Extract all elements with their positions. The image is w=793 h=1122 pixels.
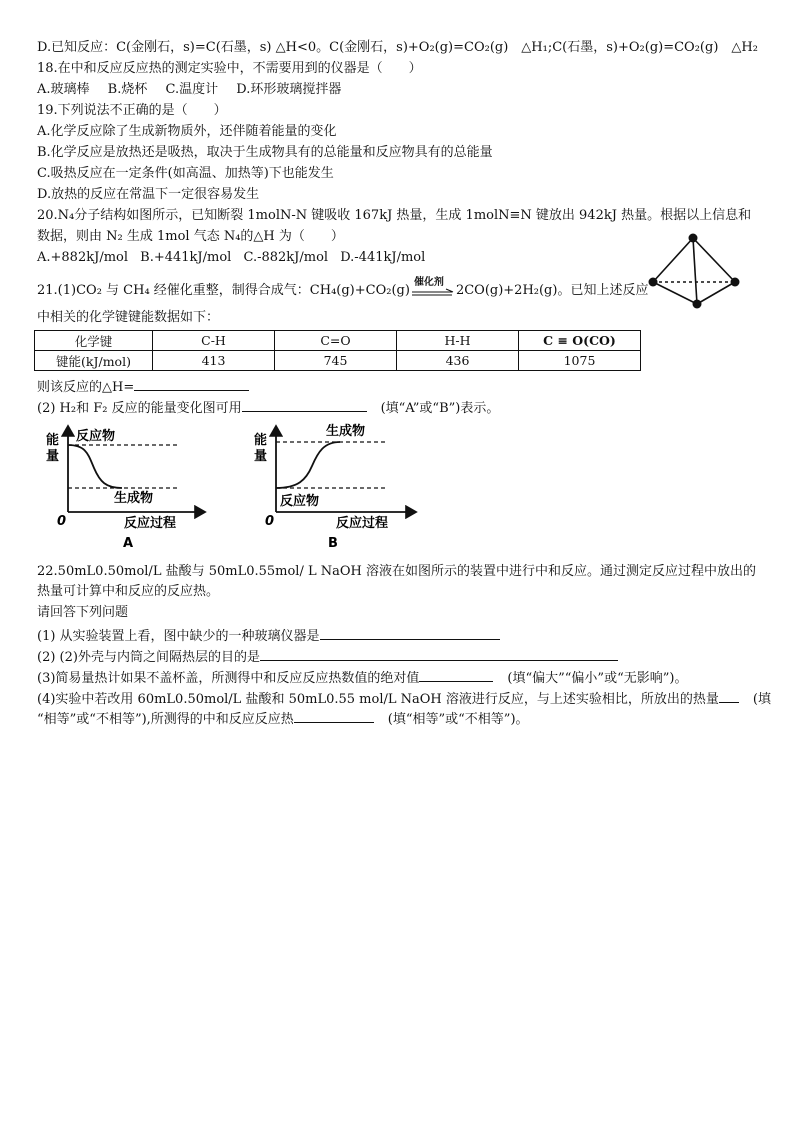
y-axis-label-a-2: 量 (46, 449, 60, 464)
q22-sub1-blank[interactable] (320, 625, 500, 640)
q22-sub4-text: (4)实验中若改用 60mL0.50mol/L 盐酸和 50mL0.55 mol/L NaOH 溶液进行反应，与上述实验相比，所放出的热量 (37, 692, 719, 707)
catalyst-label: 催化剂 (413, 277, 444, 288)
q18-option-d[interactable]: D.环形玻璃搅拌器 (236, 82, 342, 97)
q22-sub4-hint2: (填“相等”或“不相等”)。 (387, 712, 529, 727)
table-header-cell: 化学键 (35, 331, 153, 351)
q18-options (37, 81, 355, 99)
q22-sub3-blank[interactable] (419, 667, 493, 682)
q22-sub1 (37, 625, 500, 646)
q20-option-d[interactable]: D.-441kJ/mol (340, 250, 426, 265)
table-header-cell: C ≡ O(CO) (519, 331, 641, 351)
q20-option-a[interactable]: A.+882kJ/mol (37, 250, 129, 265)
table-header-cell: C=O (275, 331, 397, 351)
q21-part2-text: (2) H₂和 F₂ 反应的能量变化图可用 (37, 401, 242, 416)
diagram-label-b: B (328, 536, 338, 551)
q22-sub4-text2: “相等”或“不相等”),所测得的中和反应反应热 (37, 712, 294, 727)
q21-equation-right: 2CO(g)+2H₂(g)。已知上述反应 (455, 283, 649, 298)
q17-option-d: D.已知反应：C(金刚石，s)=C(石墨，s) △H<0。C(金刚石，s)+O₂(g)=CO₂(g) △H₁;C(石墨，s)+O₂(g)=CO₂(g) △H₂ (37, 40, 758, 55)
q22-sub3 (37, 667, 687, 688)
q22-sub4-blank-heat[interactable] (719, 688, 739, 703)
table-row-label: 键能(kJ/mol) (35, 351, 153, 371)
q22-stem-line1: 22.50mL0.50mol/L 盐酸与 50mL0.55mol/ L NaOH 溶液在如图所示的装置中进行中和反应。通过测定反应过程中放出的 (37, 564, 756, 579)
equilibrium-arrow-icon (410, 282, 456, 300)
q22-sub4-blank-dh[interactable] (294, 708, 374, 723)
product-label-a: 生成物 (114, 491, 154, 506)
y-axis-label-b-2: 量 (254, 449, 268, 464)
q22-sub1-text: (1) 从实验装置上看，图中缺少的一种玻璃仪器是 (37, 629, 320, 644)
x-axis-label-b: 反应过程 (336, 516, 389, 531)
y-axis-label-b-1: 能 (254, 433, 268, 448)
table-row (35, 351, 641, 371)
table-cell: 413 (153, 351, 275, 371)
q20-option-c[interactable]: C.-882kJ/mol (243, 250, 329, 265)
q22-sub4-hint1: (填 (752, 692, 771, 707)
q19-option-a[interactable]: A.化学反应除了生成新物质外，还伴随着能量的变化 (37, 124, 337, 139)
q18-option-b[interactable]: B.烧杯 (107, 82, 148, 97)
product-label-b: 生成物 (326, 424, 366, 439)
bond-energy-table (34, 330, 641, 371)
q21-part2-hint: (填“A”或“B”)表示。 (380, 401, 500, 416)
origin-label-b: 0 (265, 514, 275, 529)
q20-stem-line2: 数据，则由 N₂ 生成 1mol 气态 N₄的△H 为（ ） (37, 229, 344, 244)
origin-label-a: 0 (57, 514, 67, 529)
table-header-cell: H-H (397, 331, 519, 351)
q21-delta-h-blank[interactable] (134, 376, 249, 391)
table-header-cell: C-H (153, 331, 275, 351)
q22-sub4-line1 (37, 688, 771, 709)
q22-sub3-text: (3)简易量热计如果不盖杯盖，所测得中和反应反应热数值的绝对值 (37, 671, 420, 686)
q20-options (37, 249, 439, 267)
q21-part2-blank[interactable] (242, 397, 367, 412)
q19-stem: 19.下列说法不正确的是（ ） (37, 103, 227, 118)
q21-part2 (37, 397, 499, 418)
q19-option-b[interactable]: B.化学反应是放热还是吸热，取决于生成物具有的总能量和反应物具有的总能量 (37, 145, 493, 160)
q22-sub2-blank[interactable] (260, 646, 618, 661)
energy-diagram-a (46, 426, 205, 551)
diagram-label-a: A (123, 536, 134, 551)
q22-sub3-hint: (填“偏大”“偏小”或“无影响”)。 (507, 671, 688, 686)
q21-stem-line2: 中相关的化学键键能数据如下： (37, 310, 220, 325)
q22-stem-line2: 热量可计算中和反应的反应热。 (37, 584, 220, 599)
q22-instruction: 请回答下列问题 (37, 605, 129, 620)
catalyst-arrow (410, 277, 456, 300)
q19-option-d[interactable]: D.放热的反应在常温下一定很容易发生 (37, 187, 260, 202)
n4-molecule-figure (645, 230, 745, 312)
table-cell: 1075 (519, 351, 641, 371)
q21-equation-left: 21.(1)CO₂ 与 CH₄ 经催化重整，制得合成气：CH₄(g)+CO₂(g) (37, 283, 410, 298)
q22-sub2 (37, 646, 618, 667)
x-axis-label-a: 反应过程 (124, 516, 177, 531)
energy-diagram-b (254, 423, 416, 551)
table-cell: 436 (397, 351, 519, 371)
reactant-label-a: 反应物 (76, 429, 116, 444)
table-cell: 745 (275, 351, 397, 371)
q20-stem-line1: 20.N₄分子结构如图所示，已知断裂 1molN-N 键吸收 167kJ 热量，生成 1molN≡N 键放出 942kJ 热量。根据以上信息和 (37, 208, 752, 223)
q22-sub2-text: (2) (2)外壳与内筒之间隔热层的目的是 (37, 650, 260, 665)
q22-sub4-line2 (37, 708, 529, 729)
table-row (35, 331, 641, 351)
y-axis-label-a-1: 能 (46, 433, 60, 448)
q18-stem: 18.在中和反应反应热的测定实验中，不需要用到的仪器是（ ） (37, 61, 422, 76)
q20-option-b[interactable]: B.+441kJ/mol (140, 250, 232, 265)
q18-option-a[interactable]: A.玻璃棒 (37, 82, 90, 97)
q21-delta-h (37, 376, 249, 397)
q19-option-c[interactable]: C.吸热反应在一定条件(如高温、加热等)下也能发生 (37, 166, 334, 181)
q21-stem-line1 (37, 277, 649, 300)
energy-diagrams (40, 420, 420, 552)
reactant-label-b: 反应物 (280, 494, 320, 509)
q21-delta-h-label: 则该反应的△H= (37, 380, 135, 395)
q18-option-c[interactable]: C.温度计 (165, 82, 219, 97)
